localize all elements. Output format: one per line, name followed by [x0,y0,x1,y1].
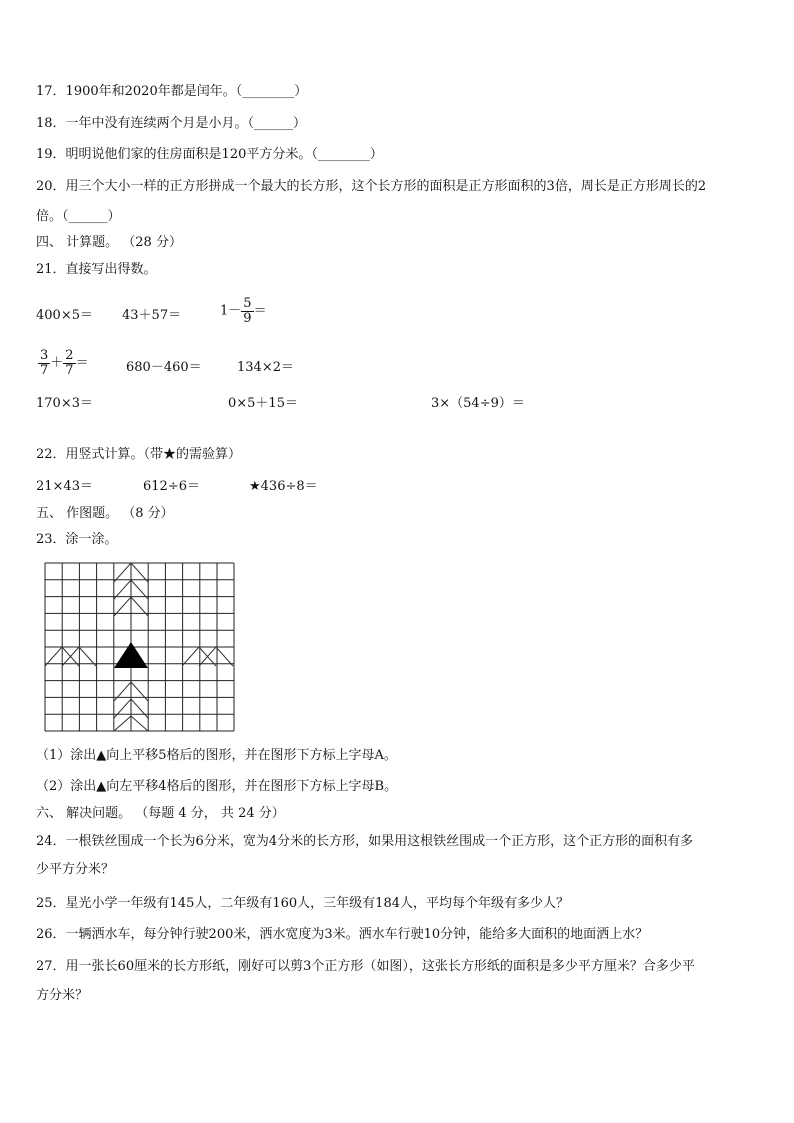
calc-21x43: 21×43＝ [36,479,93,494]
question-17: 17．1900年和2020年都是闰年。（________） [36,84,308,99]
calc-43plus57: 43＋57＝ [122,308,182,323]
calc-400x5: 400×5＝ [36,308,93,323]
question-25: 25．星光小学一年级有145人，二年级有160人，三年级有184人，平均每个年级有多少人？ [36,896,569,911]
question-27-line2: 方分米？ [36,988,89,1003]
question-20-line1: 20．用三个大小一样的正方形拼成一个最大的长方形，这个长方形的面积是正方形面积的3倍，周长是正方形周长的2 [36,179,707,194]
section-5-title: 五、 作图题。 （8 分） [36,506,174,521]
calc-3x-54div9: 3×（54÷9）＝ [431,396,525,411]
question-23-sub1: （1）涂出▲向上平移5格后的图形，并在图形下方标上字母A。 [36,748,397,763]
question-24-line1: 24．一根铁丝围成一个长为6分米，宽为4分米的长方形，如果用这根铁丝围成一个正方形，这个正方形的面积有多 [36,834,694,849]
section-4-title: 四、 计算题。 （28 分） [36,235,182,250]
fraction-denominator: 9 [243,311,252,326]
grid-lines [45,563,234,731]
question-20-line2: 倍。（______） [36,209,121,224]
calc-134x2: 134×2＝ [237,360,294,375]
calc-1-minus-5-9 [220,297,267,326]
question-19: 19．明明说他们家的住房面积是120平方分米。（________） [36,147,383,162]
fraction-3-7 [38,349,50,378]
section-6-title: 六、 解决问题。 （每题 4 分， 共 24 分） [36,806,285,821]
calc-680-minus-460: 680－460＝ [126,360,202,375]
grid-figure [44,562,236,732]
fraction-numerator: 5 [243,296,252,311]
fraction-5-9 [241,297,253,326]
question-18: 18．一年中没有连续两个月是小月。（______） [36,116,307,131]
question-24-line2: 少平方分米？ [36,862,115,877]
fraction-denominator: 7 [40,363,49,378]
question-27-line1: 27．用一张长60厘米的长方形纸，刚好可以剪3个正方形（如图），这张长方形纸的面积是多少平方厘米？合多少平 [36,959,695,974]
calc-436div8-star: ★436÷8＝ [249,479,318,494]
question-26: 26．一辆洒水车，每分钟行驶200米，洒水宽度为3米。洒水车行驶10分钟，能给多大面积的地面洒上水？ [36,927,649,942]
fraction-2-7 [63,349,75,378]
question-23-sub2: （2）涂出▲向左平移4格后的图形，并在图形下方标上字母B。 [36,779,398,794]
calc-equals: ＝ [253,303,267,319]
question-23: 23．涂一涂。 [36,532,118,547]
calc-3-7-plus-2-7 [38,349,89,378]
calc-612div6: 612÷6＝ [143,479,200,494]
black-triangle [114,642,148,668]
plus-sign: ＋ [50,355,64,371]
calc-170x3: 170×3＝ [36,396,93,411]
calc-int: 1－ [220,303,242,319]
question-21: 21．直接写出得数。 [36,262,157,277]
fraction-numerator: 3 [40,348,49,363]
question-22: 22．用竖式计算。（带★的需验算） [36,447,242,462]
calc-0x5plus15: 0×5＋15＝ [228,396,298,411]
calc-equals: ＝ [75,355,89,371]
fraction-numerator: 2 [65,348,74,363]
fraction-denominator: 7 [65,363,74,378]
